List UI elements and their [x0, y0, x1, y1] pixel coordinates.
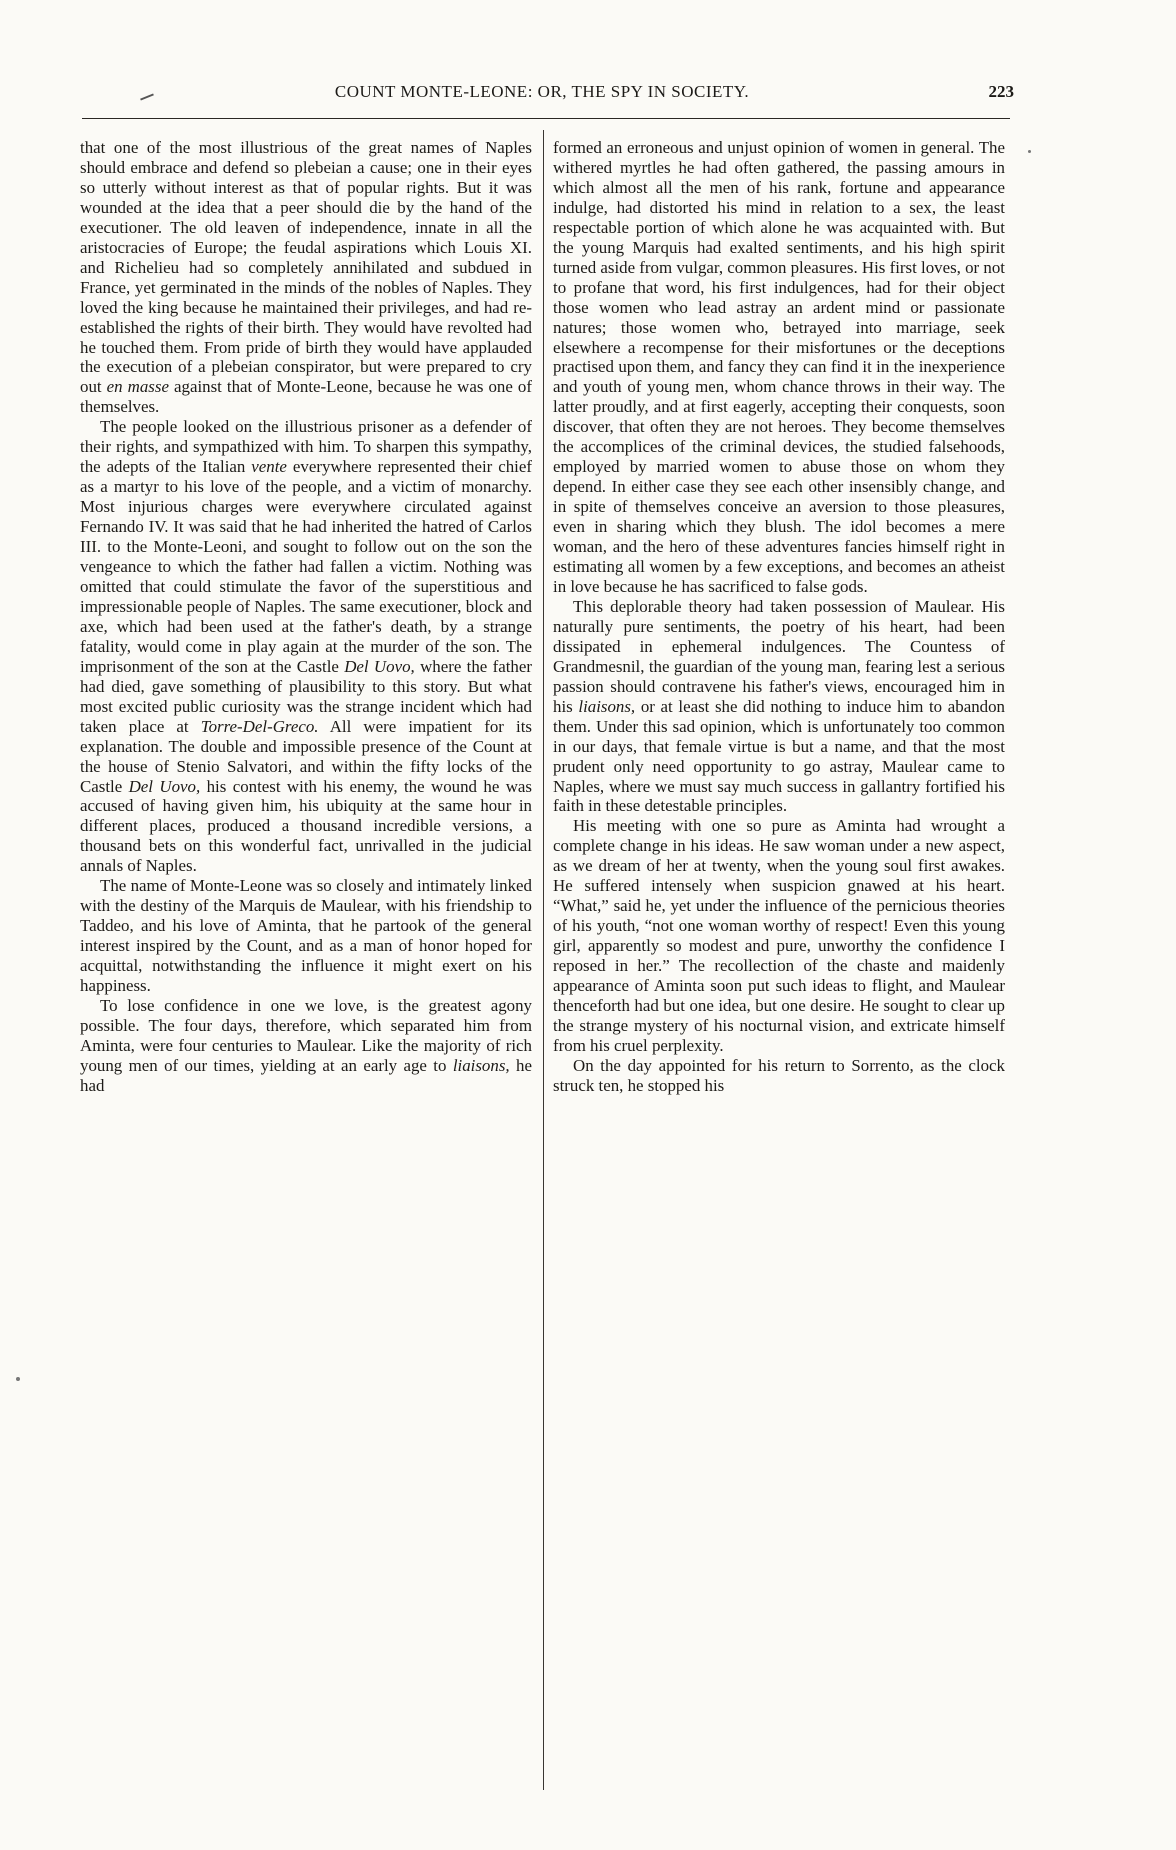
right-column [553, 138, 1005, 1096]
stray-ink-dot [1028, 150, 1031, 153]
text-run: that one of the most illustrious of the great names of Naples should embrace and defend so plebeian a cause; one in their eyes so utterly without interest as that of popular rights. But it was wounded at the idea that a peer should die by the hand of the executioner. The old leaven of independence, innate in all the aristocracies of Europe; the feudal aspirations which Louis XI. and Richelieu had so completely annihilated and subdued in France, yet germinated in the minds of the nobles of Naples. They loved the king because he maintained their privileges, and had re-established the rights of their birth. They would have revolted had he touched them. From pride of birth they would have applauded the execution of a plebeian conspirator, but were prepared to cry out [80, 138, 532, 397]
paragraph [553, 597, 1005, 816]
page-number: 223 [988, 82, 1014, 101]
text-run: he had [80, 1055, 532, 1095]
header-rule [82, 118, 1010, 119]
paragraph [80, 996, 532, 1096]
paragraph: formed an erroneous and unjust opinion of women in general. The withered myrtles he had often gathered, the passing amours in which almost all the men of his rank, fortune and appearance indulge, had distorted his mind in relation to a sex, the least respectable portion of which alone he was acquainted with. But the young Marquis had exalted sentiments, and his high spirit turned aside from vulgar, common pleasures. His first loves, or not to profane that word, his first indulgences, had for their object those women who lead astray an ardent mind or passionate natures; those women who, betrayed into marriage, seek elsewhere a recompense for their misfortunes or the deceptions practised upon them, and fancy they can find it in the inexperience and youth of young men, whom chance throws in their way. The latter proudly, and at first eagerly, accepting their conquests, soon discover, that often they are not heroes. They become themselves the accomplices of the criminal devices, the studied falsehoods, employed by married women to abuse those on whom they depend. In either case they see each other insensibly change, and in spite of themselves conceive an aversion to those pleasures, even in sharing which they blush. The idol becomes a mere woman, and the hero of these adventures fancies himself right in estimating all women by a few exceptions, and becomes an atheist in love because he has sacrificed to false gods. [553, 138, 1005, 596]
text-run: All were impatient for its explanation. The double and impossible presence of the Count at the house of Stenio Salvatori, and within the fifty locks of the Castle [80, 716, 532, 796]
stray-ink-dot [16, 1377, 20, 1381]
text-run: or at least she did nothing to induce him to abandon them. Under this sad opinion, which is unfortunately too common in our days, that female virtue is but a name, and that the most prudent only need opportunity to go astray, Maulear came to Naples, where we must say much success in gallantry fortified his faith in these detestable principles. [553, 696, 1005, 816]
paragraph [80, 417, 532, 876]
italic-text: Del Uovo, [344, 656, 415, 676]
text-run: against that of Monte-Leone, because he was one of themselves. [80, 377, 532, 417]
paragraph: His meeting with one so pure as Aminta had wrought a complete change in his ideas. He saw woman under a new aspect, as we dream of her at twenty, when the young soul first awakes. He suffered intensely when suspicion gnawed at his heart. “What,” said he, yet under the influence of the pernicious theories of his youth, “not one woman worthy of respect! Even this young girl, apparently so modest and pure, unworthy the confidence I reposed in her.” The recollection of the chaste and maidenly appearance of Aminta soon put such ideas to flight, and Maulear thenceforth had but one idea, but one desire. He sought to clear up the strange mystery of his nocturnal vision, and extricate himself from his cruel perplexity. [553, 816, 1005, 1055]
text-run: everywhere represented their chief as a martyr to his love of the people, and a victim of monarchy. Most injurious charges were everywhere circulated against Fernando IV. It was said that he had inherited the hatred of Carlos III. to the Monte-Leoni, and sought to follow out on the son the vengeance to which the father had fallen a victim. Nothing was omitted that could stimulate the favor of the superstitious and impressionable people of Naples. The same executioner, block and axe, which had been used at the father's death, by a strange fatality, would come in play again at the murder of the son. The imprisonment of the son at the Castle [80, 457, 532, 676]
running-title: COUNT MONTE-LEONE: OR, THE SPY IN SOCIETY. [334, 82, 750, 101]
text-run: The people looked on the illustrious prisoner as a defender of their rights, and sympathized with him. To sharpen this sympathy, the adepts of the Italian [80, 417, 532, 477]
text-run: where the father had died, gave something of plausibility to this story. But what most excited public curiosity was the strange incident which had taken place at [80, 656, 532, 736]
text-run: To lose confidence in one we love, is the greatest agony possible. The four days, therefore, which separated him from Aminta, were four centuries to Maulear. Like the majority of rich young men of our times, yielding at an early age to [80, 995, 532, 1075]
italic-text: Torre-Del-Greco. [200, 716, 319, 736]
italic-text: liaisons, [452, 1055, 510, 1075]
paragraph: On the day appointed for his return to Sorrento, as the clock struck ten, he stopped his [553, 1055, 1005, 1095]
italic-text: en masse [106, 377, 169, 397]
italic-text: vente [251, 457, 287, 477]
page-header [82, 82, 1014, 110]
left-column [80, 138, 532, 1096]
paragraph: The name of Monte-Leone was so closely and intimately linked with the destiny of the Marquis de Maulear, with his friendship to Taddeo, and his love of Aminta, that he partook of the general interest inspired by the Count, and as a man of honor hoped for acquittal, notwithstanding the influence it might exert on his happiness. [80, 876, 532, 996]
italic-text: Del Uovo, [128, 776, 201, 796]
text-run: This deplorable theory had taken possession of Maulear. His naturally pure sentiments, the poetry of his heart, had been dissipated in ephemeral indulgences. The Countess of Grandmesnil, the guardian of the young man, fearing lest a serious passion should contravene his father's views, encouraged him in his [553, 596, 1005, 716]
paragraph [80, 138, 532, 417]
text-run: his contest with his enemy, the wound he was accused of having given him, his ubiquity at the same hour in different places, produced a thousand incredible versions, a thousand bets on this wonderful fact, unrivalled in the judicial annals of Naples. [80, 776, 532, 876]
column-divider [543, 130, 544, 1790]
italic-text: liaisons, [578, 696, 636, 716]
